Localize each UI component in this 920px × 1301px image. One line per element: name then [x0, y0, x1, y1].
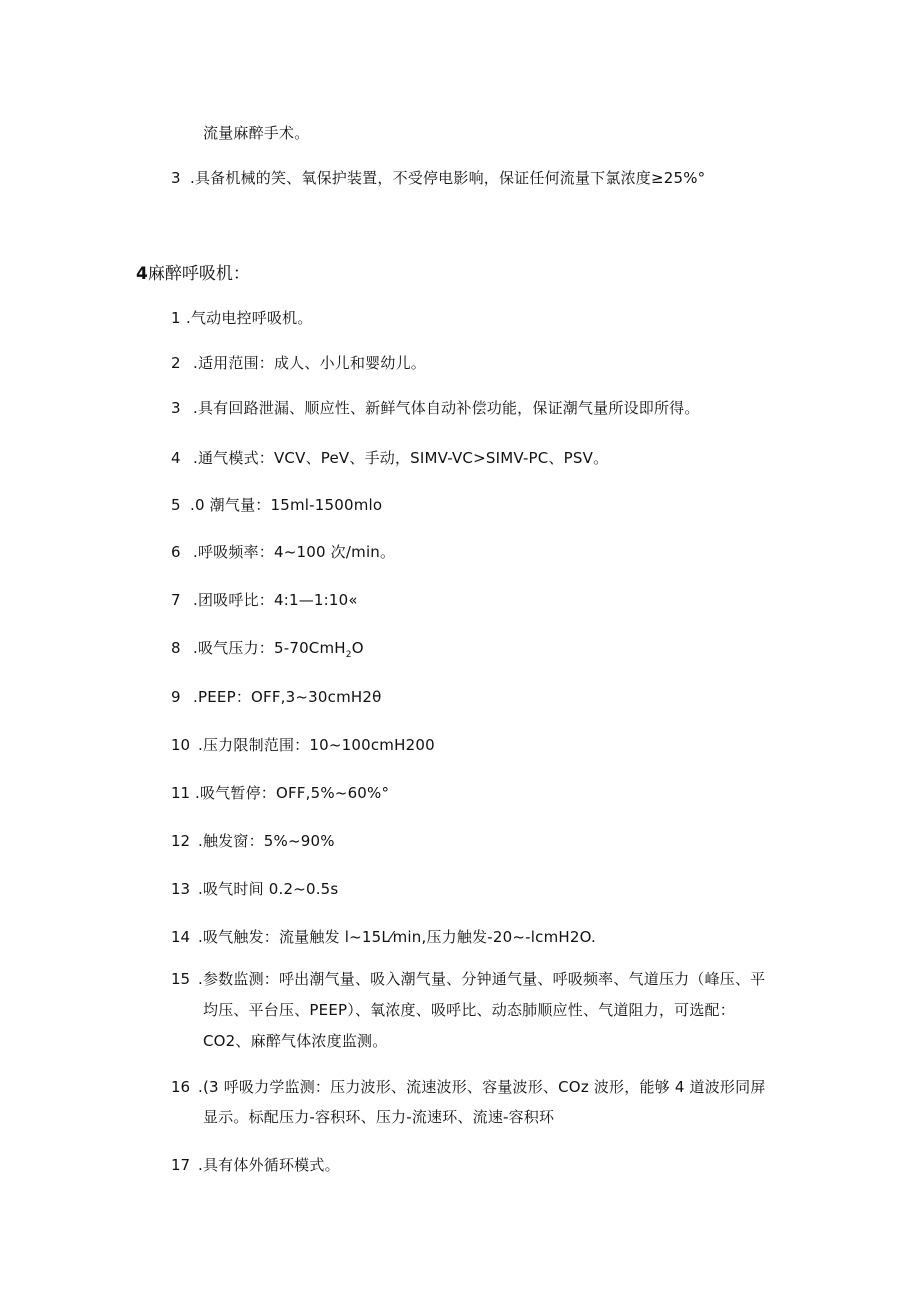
- list-item-number: 15: [171, 970, 191, 988]
- list-item-text: .具备机械的笑、氧保护装置，不受停电影响，保证任何流量下氯浓度≥25%°: [190, 169, 706, 187]
- list-item-number: 7: [171, 591, 181, 609]
- list-item-text: .吸气时间 0.2~0.5s: [198, 880, 339, 898]
- list-item-text: .具有回路泄漏、顺应性、新鲜气体自动补偿功能，保证潮气量所设即所得。: [193, 399, 700, 417]
- list-item-number: 16: [171, 1078, 191, 1096]
- list-item-number: 4: [171, 449, 181, 467]
- list-item-number: 10: [171, 736, 191, 754]
- list-item-text: .PEEP：OFF,3~30cmH2θ: [193, 688, 382, 706]
- list-item-number: 2: [171, 354, 181, 372]
- list-item-number: 5: [171, 496, 181, 514]
- list-item-number: 3: [171, 399, 181, 417]
- list-item-number: 17: [171, 1156, 191, 1174]
- list-item-text: .气动电控呼吸机。: [186, 309, 313, 327]
- list-item-number: 13: [171, 880, 191, 898]
- list-item-text: .(3 呼吸力学监测：压力波形、流速波形、容量波形、COz 波形，能够 4 道波形同屏: [198, 1078, 766, 1096]
- list-item-text: .具有体外循环模式。: [198, 1156, 340, 1174]
- list-item-text: .吸气触发：流量触发 l~15L⁄min,压力触发-20~-lcmH2O.: [198, 928, 596, 946]
- list-item-number: 14: [171, 928, 191, 946]
- list-item-number: 6: [171, 543, 181, 561]
- list-item-text: .触发窗：5%~90%: [198, 832, 335, 850]
- list-item-text: .吸气暂停：OFF,5%~60%°: [195, 784, 390, 802]
- list-item-number: 12: [171, 832, 191, 850]
- subscript: 2: [345, 650, 352, 660]
- list-item-text: .压力限制范围：10~100cmH200: [198, 736, 435, 754]
- list-item-text: [193, 638, 364, 658]
- list-item-number: 9: [171, 688, 181, 706]
- list-item-text: 显示。标配压力-容积环、压力-流速环、流速-容积环: [203, 1108, 555, 1126]
- list-item-number: 3: [171, 169, 181, 187]
- list-item-number: 8: [171, 639, 181, 657]
- list-item-text: 均压、平台压、PEEP）、氧浓度、吸呼比、动态肺顺应性、气道阻力，可选配：: [203, 1001, 735, 1019]
- list-item-text-part: .吸气压力：5-70CmH: [193, 639, 346, 657]
- list-item-text: .参数监测：呼出潮气量、吸入潮气量、分钟通气量、呼吸频率、气道压力（峰压、平: [198, 970, 766, 988]
- list-item-text: .适用范围：成人、小儿和婴幼儿。: [193, 354, 426, 372]
- section-number: 4: [136, 264, 148, 284]
- list-item-number: 1: [171, 309, 181, 327]
- list-item-text: .团吸呼比：4:1—1:10«: [193, 591, 358, 609]
- continuation-line: 流量麻醉手术。: [203, 124, 310, 142]
- list-item-text: .呼吸频率：4~100 次/min。: [193, 543, 396, 561]
- list-item-text-part: O: [351, 639, 364, 657]
- section-heading: [136, 263, 250, 285]
- list-item-number: 11: [171, 784, 191, 802]
- list-item-text: .0 潮气量：15ml-1500mlo: [190, 496, 383, 514]
- list-item-text: CO2、麻醉气体浓度监测。: [203, 1032, 388, 1050]
- list-item-text: .通气模式：VCV、PeV、手动，SIMV-VC>SIMV-PC、PSV。: [193, 449, 609, 467]
- section-title: 麻醉呼吸机：: [147, 264, 250, 284]
